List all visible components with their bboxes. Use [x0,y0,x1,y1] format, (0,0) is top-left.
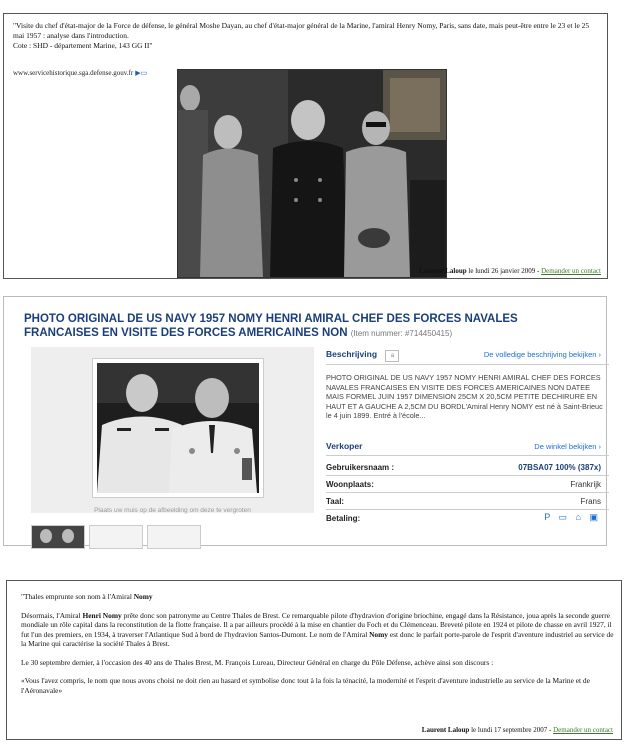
article-text [21,592,617,704]
location-label: Woonplaats: [326,480,374,489]
location-value: Frankrijk [570,480,601,489]
username-value[interactable]: 07BSA07 100% (387x) [518,463,601,472]
payment-methods-icon: P ▭ ⌂ ▣ [544,512,601,522]
thumbnail-2[interactable] [89,525,143,549]
payment-label: Betaling: [326,514,361,523]
article-paragraph [21,611,617,649]
listing-image-box[interactable] [31,347,314,513]
post-footer [419,267,601,275]
post-date: le lundi 26 janvier 2009 - [466,267,542,275]
caption-text: "Visite du chef d'état-major de la Force de défense, le général Moshe Dayan, au chef d'état-major général de la Marine, l'amiral Henry Nomy, Paris, sans date, mais peut-être entre le 23 et le 25 mai 1957 : analyse dans l'introduction. [13,21,590,40]
external-link-icon[interactable]: ▶▭ [135,69,148,77]
para-text: Désormais, l'Amiral [21,610,83,620]
username-label: Gebruikersnaam : [326,463,395,472]
divider [326,455,609,456]
listing-title-text: PHOTO ORIGINAL DE US NAVY 1957 NOMY HENRI AMIRAL CHEF DES FORCES NAVALES FRANCAISES EN VISITE DES FORCES AMERICAINES NON [24,313,518,339]
para-name: Henri Nomy [82,610,122,620]
source-url-text[interactable]: www.servicehistorique.sga.defense.gouv.fr [13,69,134,77]
author-name: Laurent Laloup [419,267,467,275]
seller-heading: Verkoper [326,441,363,451]
source-url[interactable] [13,68,147,78]
view-store-link[interactable]: De winkel bekijken › [534,442,601,451]
article-quote: «Vous l'avez compris, le nom que nous avons choisi ne doit rien au hasard et symbolise donc tout à la fois la ténacité, la modernité et l'esprit d'aventure industrielle au service de la Marine et de l'Aéronavale» [21,676,590,695]
divider [326,492,609,493]
article-paragraph: Le 30 septembre dernier, à l'occasion des 40 ans de Thales Brest, M. François Lureau, Directeur Général en charge du Pôle Défense, achève ainsi son discours : [21,657,494,667]
full-description-link[interactable]: De volledige beschrijving bekijken › [483,350,601,359]
language-label: Taal: [326,497,345,506]
divider [326,509,609,510]
translate-icon[interactable]: a [385,350,399,362]
thumbnail-3[interactable] [147,525,201,549]
thumbnail-1[interactable] [31,525,85,549]
language-value: Frans [580,497,601,506]
listing-photo[interactable] [93,359,263,497]
para-name: Nomy [369,629,388,639]
divider [326,364,609,365]
para-text: est donc le parfait porte-parole de l'esprit d'aventure industriel au service de la Marine qui caractérise la société Thales à Brest. [21,629,614,648]
heading-text: "Thales emprunte son nom à l'Amiral [21,592,134,601]
article-panel [6,580,622,740]
photo-caption [13,21,598,51]
article-heading [21,592,617,602]
zoom-hint: Plaats uw muis op de afbeelding om deze te vergroten [94,507,251,514]
contact-link[interactable]: Demander un contact [553,726,613,734]
listing-description: PHOTO ORIGINAL DE US NAVY 1957 NOMY HENRI AMIRAL CHEF DES FORCES NAVALES FRANCAISES EN VISITE DES FORCES AMERICAINES NON DATEE MAIS FORMEL JUIN 1957 DIMENSION 25CM X 20,5CM PETITE DECHIRURE EN HAUT ET A GAUCHE A 2,5CM DU BORDL'Amiral Henry NOMY est né à Saint-Brieuc le 4 juin 1899. Entré à l'école... [326,373,603,420]
description-label: Beschrijving [326,349,378,359]
listing-title [24,312,594,341]
heading-name: Nomy [133,592,153,601]
thumbnail-strip [31,525,211,547]
caption-source: Cote : SHD - département Marine, 143 GG II" [13,41,153,50]
item-number: (Item nummer: #714450415) [350,329,453,338]
para-text: prête donc son patronyme au Centre Thales de Brest. Ce remarquable pilote d'hydravion d'origine briochine, engagé dans la Résistance, joua après la seconde guerre mondiale un rôle capital dans la reconstitution de la flotte française. Il a par ailleurs procédé à la mise en chantier du Foch et du Clémenceau. Breveté pilote en 1924 et pilote de chasse en avril 1927, il fut l'un des premiers, en 1934, à traverser l'Atlantique Sud à bord de l'hydravion Santos-Dumont. Le nom de l'Amiral [21,610,612,639]
description-heading [326,349,399,362]
contact-link[interactable]: Demander un contact [541,267,601,275]
post-date: le lundi 17 septembre 2007 - [469,726,554,734]
post-footer [422,726,613,734]
dayan-nomy-photo [177,69,447,278]
auction-listing-panel [3,296,607,546]
divider [326,475,609,476]
author-name: Laurent Laloup [421,726,470,734]
archive-photo-panel [3,13,608,279]
